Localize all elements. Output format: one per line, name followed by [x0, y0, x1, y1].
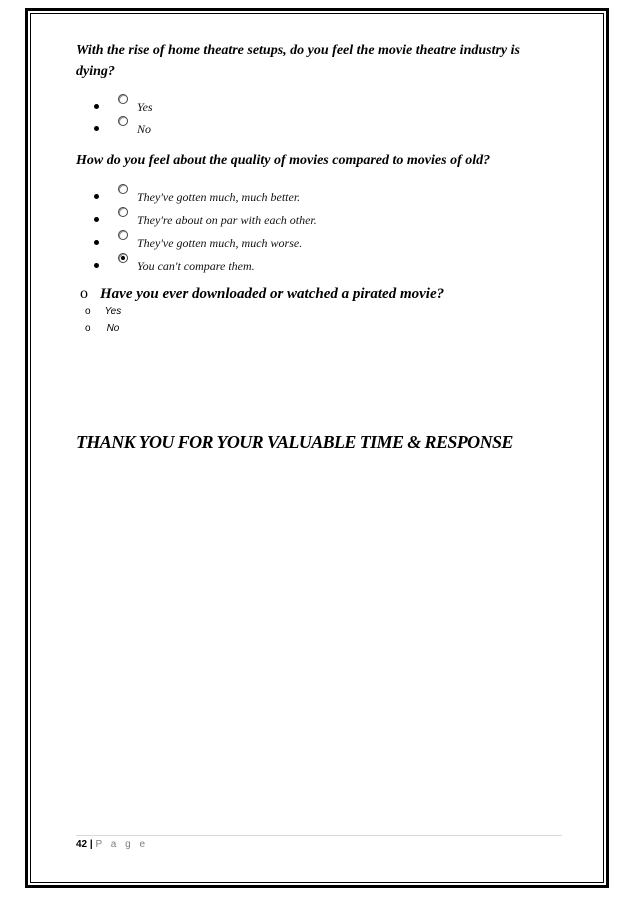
circle-bullet-icon: o — [85, 323, 91, 334]
circle-bullet-icon: o — [85, 306, 91, 317]
radio-unchecked-icon[interactable] — [118, 116, 128, 126]
bullet-icon — [94, 263, 99, 268]
q2-option-label: They've gotten much, much better. — [137, 190, 301, 204]
bullet-icon — [94, 194, 99, 199]
radio-unchecked-icon[interactable] — [118, 184, 128, 194]
footer-separator: | — [89, 839, 93, 850]
bullet-icon — [94, 126, 99, 131]
radio-unchecked-icon[interactable] — [118, 94, 128, 104]
bullet-icon — [94, 240, 99, 245]
question-1-text: With the rise of home theatre setups, do you feel the movie theatre industry is dying? — [76, 43, 520, 79]
q2-option-label: They've gotten much, much worse. — [137, 236, 303, 250]
q3-option-no[interactable] — [85, 322, 119, 336]
q2-option-label: You can't compare them. — [137, 259, 255, 273]
q2-option-label: They're about on par with each other. — [137, 213, 317, 227]
q3-option-label: Yes — [104, 306, 122, 317]
q3-option-yes[interactable] — [85, 305, 121, 319]
q1-option-label: Yes — [137, 100, 153, 114]
bullet-icon — [94, 217, 99, 222]
closing-message: THANK YOU FOR YOUR VALUABLE TIME & RESPONSE — [76, 432, 513, 452]
radio-unchecked-icon[interactable] — [118, 230, 128, 240]
bullet-icon — [94, 104, 99, 109]
radio-unchecked-icon[interactable] — [118, 207, 128, 217]
footer-divider — [76, 835, 562, 836]
radio-checked-icon[interactable] — [118, 253, 128, 263]
page-label: P a g e — [95, 839, 149, 850]
question-2-text: How do you feel about the quality of movies compared to movies of old? — [76, 153, 491, 168]
circle-bullet-icon: o — [80, 285, 88, 302]
question-3 — [80, 284, 444, 304]
question-3-text: Have you ever downloaded or watched a pirated movie? — [100, 286, 445, 302]
q1-option-label: No — [137, 122, 152, 136]
page-footer — [76, 838, 148, 852]
page-number: 42 — [76, 839, 88, 850]
q3-option-label: No — [106, 323, 120, 334]
